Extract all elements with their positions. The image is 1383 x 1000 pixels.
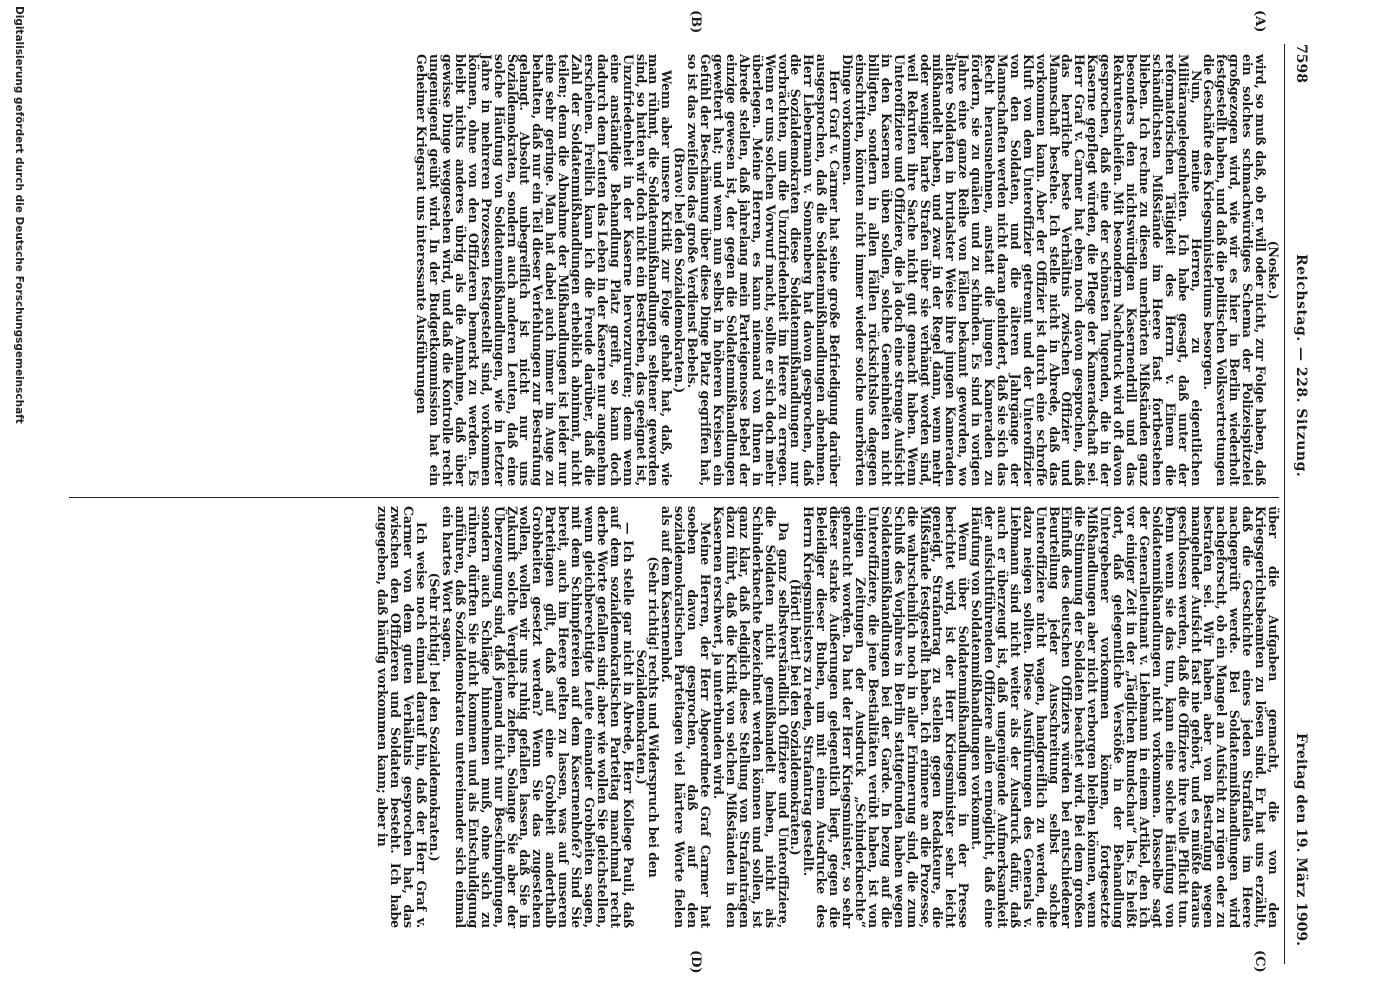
page-number: 7598	[1293, 44, 1309, 83]
right-text-column	[67, 506, 1279, 928]
paragraph: — Ich stelle gar nicht in Abrede, Herr Kollege Pauli, daß auf dem sozialdemokratischen Parteitag manchmal recht derbe Worte gefallen sind; aber wie wollen Sie gleichstellen, wenn gleichberechtigte Leute einander Grobheiten sagen, mit dem Schimpfereien auf dem Kasernenhofe? Sind Sie bereit, auch im Heere gelten zu lassen, was auf unseren Parteitagen gilt, daß auf eine Grobheit anderthalb Grobheiten gesetzt werden? Wenn Sie das zugestehen wollen, wollen wir uns ruhig gefallen lassen, daß Sie in Zukunft solche Vergleiche ziehen. Solange Sie aber der Überzeugung sind, daß jemand nicht nur Beschimpfungen, sondern auch Schläge hinnehmen muß, ohne sich zu rühren, dürften Sie nicht kommen und als Entschuldigung anführen, daß Sozialdemokraten untereinander sich einmal ein hartes Wort sagen.	[440, 506, 636, 928]
interjection: (Sehr richtig! rechts und Widerspruch bei den Sozialdemokraten.)	[633, 556, 662, 878]
speaker-name: (Noske.)	[1266, 240, 1281, 300]
session-title: Reichstag. — 228. Sitzung.	[1293, 254, 1309, 478]
margin-marker-c: (C)	[1252, 950, 1267, 973]
page-header	[1285, 44, 1311, 994]
margin-marker-b: (B)	[688, 10, 703, 34]
margin-marker-a: (A)	[1252, 10, 1267, 33]
interjection: (Bravo! bei den Sozialdemokraten.)	[672, 146, 688, 394]
header-rule	[1284, 44, 1285, 964]
paragraph: Ich weise noch einmal darauf hin, daß der Herr Graf v. Carmer von dem guten Verhältnis gesprochen hat, das zwischen den Offizieren und Soldaten besteht. Ich habe zugegeben, daß häufig vorkommen kann; aber in	[375, 506, 430, 928]
footer	[1, 0, 31, 1000]
session-date: Freitag den 19. März 1909.	[1293, 732, 1309, 946]
paragraph: Da ganz selbstverständlich Offiziere und Unteroffiziere, die Soldaten nicht gemißhandelt haben, nicht als Schinderknechte bezeichnet werden können und sollen, ist ganz klar, daß lediglich diese Stellung von Strafanträgen dazu führt, daß die Kritik von solchen Mißständen in den Kasernen erschwert, ja unterbunden wird.	[711, 506, 791, 928]
left-text-column	[67, 54, 1279, 486]
paragraph: Wenn aber unsere Kritik zur Folge gehabt hat, daß, wie man rühmt, die Soldatenmißhandlungen seltener geworden sind, so hatten wir doch nicht ein Bestreben, das geeignet ist, Unzufriedenheit in der Kaserne hervorzurufen; denn wenn eine anständige Behandlung Platz greift, so kann doch dadurch dem Leuten das Leben in der Kaserne nur angenehm erscheinen. Freilich kann ich die Freude darüber, daß die Zahl der Soldatenmißhandlungen erheblich abnimmt, nicht teilen; denn die Abnahme der Mißhandlungen ist leider nur eine sehr geringe. Man hat dabei auch immer im Auge zu behalten, daß nur ein Teil dieser Verfehlungen zur Bestrafung gelangt. Absolut unbegreiflich ist nicht nur uns Sozialdemokraten, sondern auch anderen Leuten, daß eine solche Häufung von Soldatenmißhandlungen, wie in letzter Jahre in mehreren Prozessen festgestellt sind, vorkommen können, ohne von den Offizieren bemerkt zu werden. Es bleibt nichts anderes übrig als die Annahme, daß über gewisse Dinge weggesehen wird, und daß die Kontrolle recht ungenügend geübt wird. In der Budgetkommission hat ein Geheimer Kriegsrat uns interessante Ausführungen	[414, 54, 675, 486]
paragraph: Wenn über Soldatenmißhandlungen in der Presse berichtet wird, ist der Herr Kriegsminister sehr leicht geneigt, Strafantrag zu stellen gegen Redakteure, die Mißstände festgestellt haben. Ich erinnere an die Prozesse, die wahrscheinlich noch in aller Erinnerung sind, die zum Schluß des Vorjahres in Berlin stattgefunden haben wegen Soldatenmißhandlungen bei der Garde. In bezug auf die Unteroffiziere, die jene Bestialitäten verübt haben, ist von einigen Zeitungen der Ausdruck „Schinderknechte“ gebraucht worden. Da hat der Herr Kriegsminister, so sehr dieser starke Äußerungen gelegentlich liegt, gegen die Beleidiger dieser Buben, um mit einem Ausdrucke des Herrn Kriegsministers zu reden, Strafantrag gestellt.	[801, 506, 972, 928]
paragraph: über die Aufgaben gemacht, die von den Kriegsgerichtsbeamten zu lösen sind. Er hat uns erzählt, daß die Geschichte eines jeden Straffalles im Heere nachgeprüft werde. Bei Soldatenmißhandlungen wird nachgeforscht, ob ein Mangel an Aufsicht zu rügen oder zu bestrafen sei. Wir haben aber von Bestrafung wegen mangelnder Aufsicht fast nie gehört, und es müßte daraus geschlossen werden, daß die Offiziere ihre volle Pflicht tun. Denn wenn sie das tun, kann eine solche Häufung von Soldatenmißhandlungen nicht vorkommen. Dasselbe sagt der Generalleutnant v. Liebmann in einem Artikel, den ich vor einiger Zeit in der „Täglichen Rundschau“ las. Es heißt dort, daß gelegentliche Verstöße in der Behandlung Untergebener vorkommen können, fortgesetzte Mißhandlungen aber nicht verborgen bleiben können, wenn die Stimmung der Soldaten beachtet wird. Bei dem großen Einfluß des deutschen Offiziers würden bei entschiedener Beurteilung jeder Ausschreitung selbst solche Unteroffiziere nicht wagen, handgreiflich zu werden, die dazu neigen sollten. Diese Ausführungen des Generals v. Liebmann sind nicht weiter als der Ausdruck dafür, daß auch er überzeugt ist, daß ungenügende Aufmerksamkeit der aufsichtführenden Offiziere allein ermöglicht, daß eine Häufung von Soldatenmißhandlungen vorkommt.	[969, 506, 1281, 928]
interjection: (Sehr richtig! bei den Sozialdemokraten.)	[427, 572, 443, 862]
paragraph: Meine Herren, der Herr Abgeordnete Graf Carmer hat soeben davon gesprochen, daß auf den sozialdemokratischen Parteitagen viel härtere Worte fielen als auf dem Kasernenhof.	[659, 506, 714, 928]
paragraph: Herr Graf v. Carmer hat seine große Befriedigung darüber ausgesprochen, daß die Soldatenmißhandlungen abnehmen. Herr Liebermann v. Sonnenberg hat davon gesprochen, daß die Sozialdemokraten diese Soldatenmißhandlungen nur vorbrächten, um die Unzufriedenheit im Heere zu erregen. Wenn er uns solchen Vorwurf macht, sollte er sich doch mehr überlegen. Meine Herren, es kann niemand von Ihnen in Abrede stellen, daß jahrelang mein Parteigenosse Bebel der einzige gewesen ist, der gegen die Soldatenmißhandlungen gewettert hat; und wenn nun selbst in höheren Kreisen ein Gefühl der Beschämung über diese Dinge Platz gegriffen hat, so ist das zweifellos das große Verdienst Bebels.	[685, 54, 843, 486]
interjection: (Hört! hört! bei den Sozialdemokraten.)	[788, 578, 804, 856]
paragraph: Nun, meine Herren, zu eigentlichen Militärangelegenheiten. Ich habe gesagt, daß unter der reformatorischen Tätigkeit des Herrn v. Einem die schändlichsten Mißstände im Heere fast fortbestehen blieben. Ich rechne zu diesen unerhörten Mißständen ganz besonders den nichtswürdigen Kasernendrill und das Rekrutenschleifen. Mit besonderm Nachdruck wird oft davon gesprochen, daß eine der schönsten Tugenden, die in der Kaserne gepflegt würden, die Pflege der Kameradschaft sei. Herr Graf v. Carmer hat eben noch davon gesprochen, daß das herrliche beste Verhältnis zwischen Offizier und Mannschaft bestehe. Ich stelle nicht in Abrede, daß das vorkommen kann. Aber der Offizier ist durch eine schroffe Kluft von dem Unteroffizier getrennt und der Unteroffizier von den Soldaten, und die älteren Jahrgänge der Mannschaften werden nicht daran gehindert, daß sie sich das Recht herausnehmen, anstatt die jungen Kameraden zu fördern, sie zu quälen und zu schinden. Es sind in vorigen Jahre eine ganze Reihe von Fällen bekannt geworden, wo ältere Soldaten in brutalster Weise ihre jungen Kameraden mißhandelt haben, und zwar in der Regel dann, wenn mehr oder weniger harte Strafen über sie verhängt worden sind, weil Rekruten ihre Sache nicht gut gemacht haben. Wenn Unteroffiziere und Offiziere, die ja doch eine strenge Aufsicht in den Kasernen üben sollen, solche Gemeinheiten nicht billigten, sondern in allen Fällen rücksichtslos dagegen einschritten, könnten nicht immer wieder solche unerhörten Dinge vorkommen.	[840, 54, 1204, 486]
paragraph: wird, so muß daß, ob er will oder nicht, zur Folge haben, daß ein solches schmachwürdiges Schema der Polizeispitzelei großgezogen wird, wie wir es hier in Berlin wiederholt festgestellt haben, und daß die politischen Volksvertretungen die Geschäfte des Kriegsministeriums besorgen.	[1201, 54, 1269, 486]
column-divider	[69, 497, 1279, 498]
margin-marker-d: (D)	[688, 950, 703, 974]
funding-credit: Digitalisierung gefördert durch die Deutsche Forschungsgemeinschaft	[13, 6, 25, 424]
